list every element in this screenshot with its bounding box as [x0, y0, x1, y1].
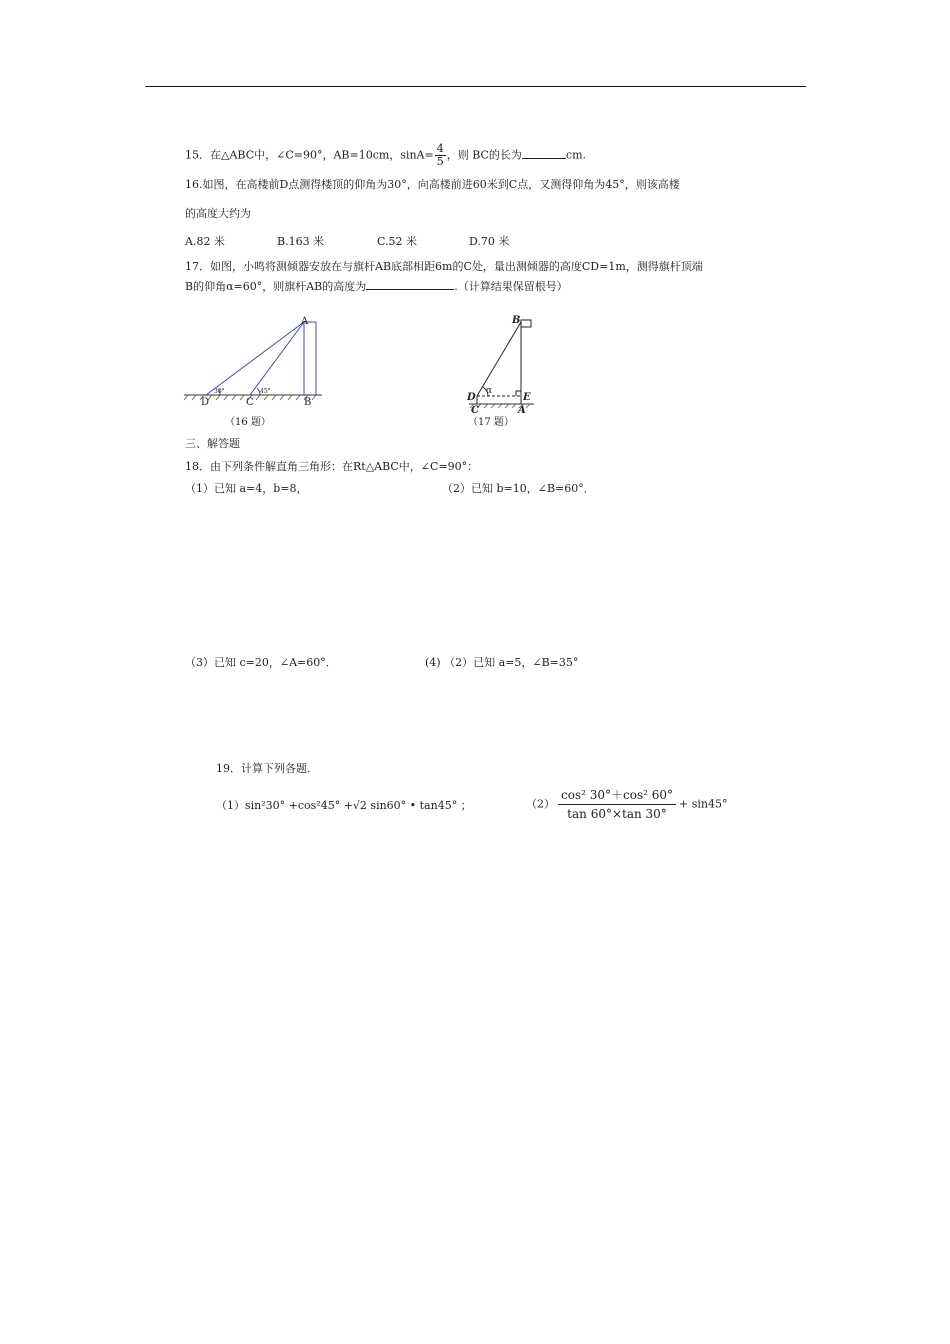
q16-option-b: B.163 米	[277, 235, 325, 248]
fig17-label-b: B	[512, 315, 521, 326]
section-title: 三、解答题	[185, 437, 240, 450]
question-18-intro: 18．由下列条件解直角三角形：在Rt△ABC中，∠C=90°：	[185, 460, 479, 473]
q15-frac-den: 5	[436, 155, 444, 168]
fig16-caption: （16 题）	[225, 417, 271, 428]
fig16-label-a: A	[301, 316, 309, 327]
q16-option-c: C.52 米	[377, 235, 418, 248]
q15-prefix: 15．在△ABC中，∠C=90°，AB=10cm，sinA=	[185, 148, 434, 162]
q15-unit: cm.	[565, 148, 586, 162]
fig17-alpha: α	[486, 386, 493, 396]
fig17-label-c: C	[471, 405, 479, 416]
header-rule	[145, 86, 806, 87]
q19-p1-label: （1）	[216, 799, 245, 812]
fig16-angle-30: 30°	[214, 388, 225, 395]
q15-suffix: ，则 BC的长为	[446, 148, 522, 162]
q18-part-3: （3）已知 c=20，∠A=60°．	[185, 656, 337, 669]
right-angle-mark	[516, 391, 521, 396]
fig17-caption: （17 题）	[468, 417, 514, 428]
figure-16	[180, 312, 330, 434]
q15-frac-num: 4	[436, 142, 444, 155]
question-16-line1: 16.如图，在高楼前D点测得楼顶的仰角为30°，向高楼前进60米到C点，又测得仰角为45°，则该高楼	[185, 178, 680, 191]
q19-p2-fraction	[558, 787, 676, 822]
fig17-label-e: E	[523, 392, 531, 403]
fig16-label-c: C	[246, 397, 254, 408]
q19-p2-den: tan 60°×tan 30°	[567, 807, 667, 821]
q17-line2-suffix: .（计算结果保留根号）	[454, 280, 568, 293]
q19-part-1	[216, 799, 472, 813]
question-17-line2	[185, 279, 568, 294]
fig17-label-d: D	[467, 392, 476, 403]
fig16-label-d: D	[201, 397, 210, 408]
fig16-angle-45: 45°	[260, 388, 271, 395]
q17-answer-blank	[366, 279, 454, 290]
q17-line2-prefix: B的仰角α=60°，则旗杆AB的高度为	[185, 280, 367, 293]
q16-option-d: D.70 米	[469, 235, 510, 248]
q19-part-2	[526, 787, 727, 822]
question-16-line2: 的高度大约为	[185, 207, 251, 220]
fig17-label-a: A	[518, 405, 526, 416]
q18-part-2: （2）已知 b=10，∠B=60°．	[442, 482, 595, 495]
q19-p2-label: （2）	[526, 797, 555, 811]
figure-17	[462, 312, 542, 434]
q19-p1-expr: sin²30° +cos²45° +√2 sin60° • tan45° ；	[245, 799, 472, 812]
sight-line-db	[477, 322, 521, 396]
q15-fraction	[435, 143, 446, 168]
fig16-label-b: B	[304, 397, 312, 408]
line-ca	[250, 322, 304, 395]
q19-p2-tail: + sin45°	[679, 797, 728, 811]
q18-part-4: (4) （2）已知 a=5，∠B=35°	[425, 656, 579, 669]
q16-option-a: A.82 米	[185, 235, 225, 248]
question-17-line1: 17．如图，小鸣将测倾器安放在与旗杆AB底部相距6m的C处，量出测倾器的高度CD=1m，测得旗杆顶端	[185, 260, 703, 273]
question-19-title: 19．计算下列各题.	[216, 762, 311, 775]
flag	[521, 320, 531, 327]
question-15	[185, 143, 586, 168]
line-da	[206, 322, 304, 395]
q18-part-1: （1）已知 a=4，b=8，	[185, 482, 308, 495]
q19-p2-num: cos² 30°＋cos² 60°	[558, 787, 676, 805]
q15-answer-blank	[522, 148, 566, 159]
